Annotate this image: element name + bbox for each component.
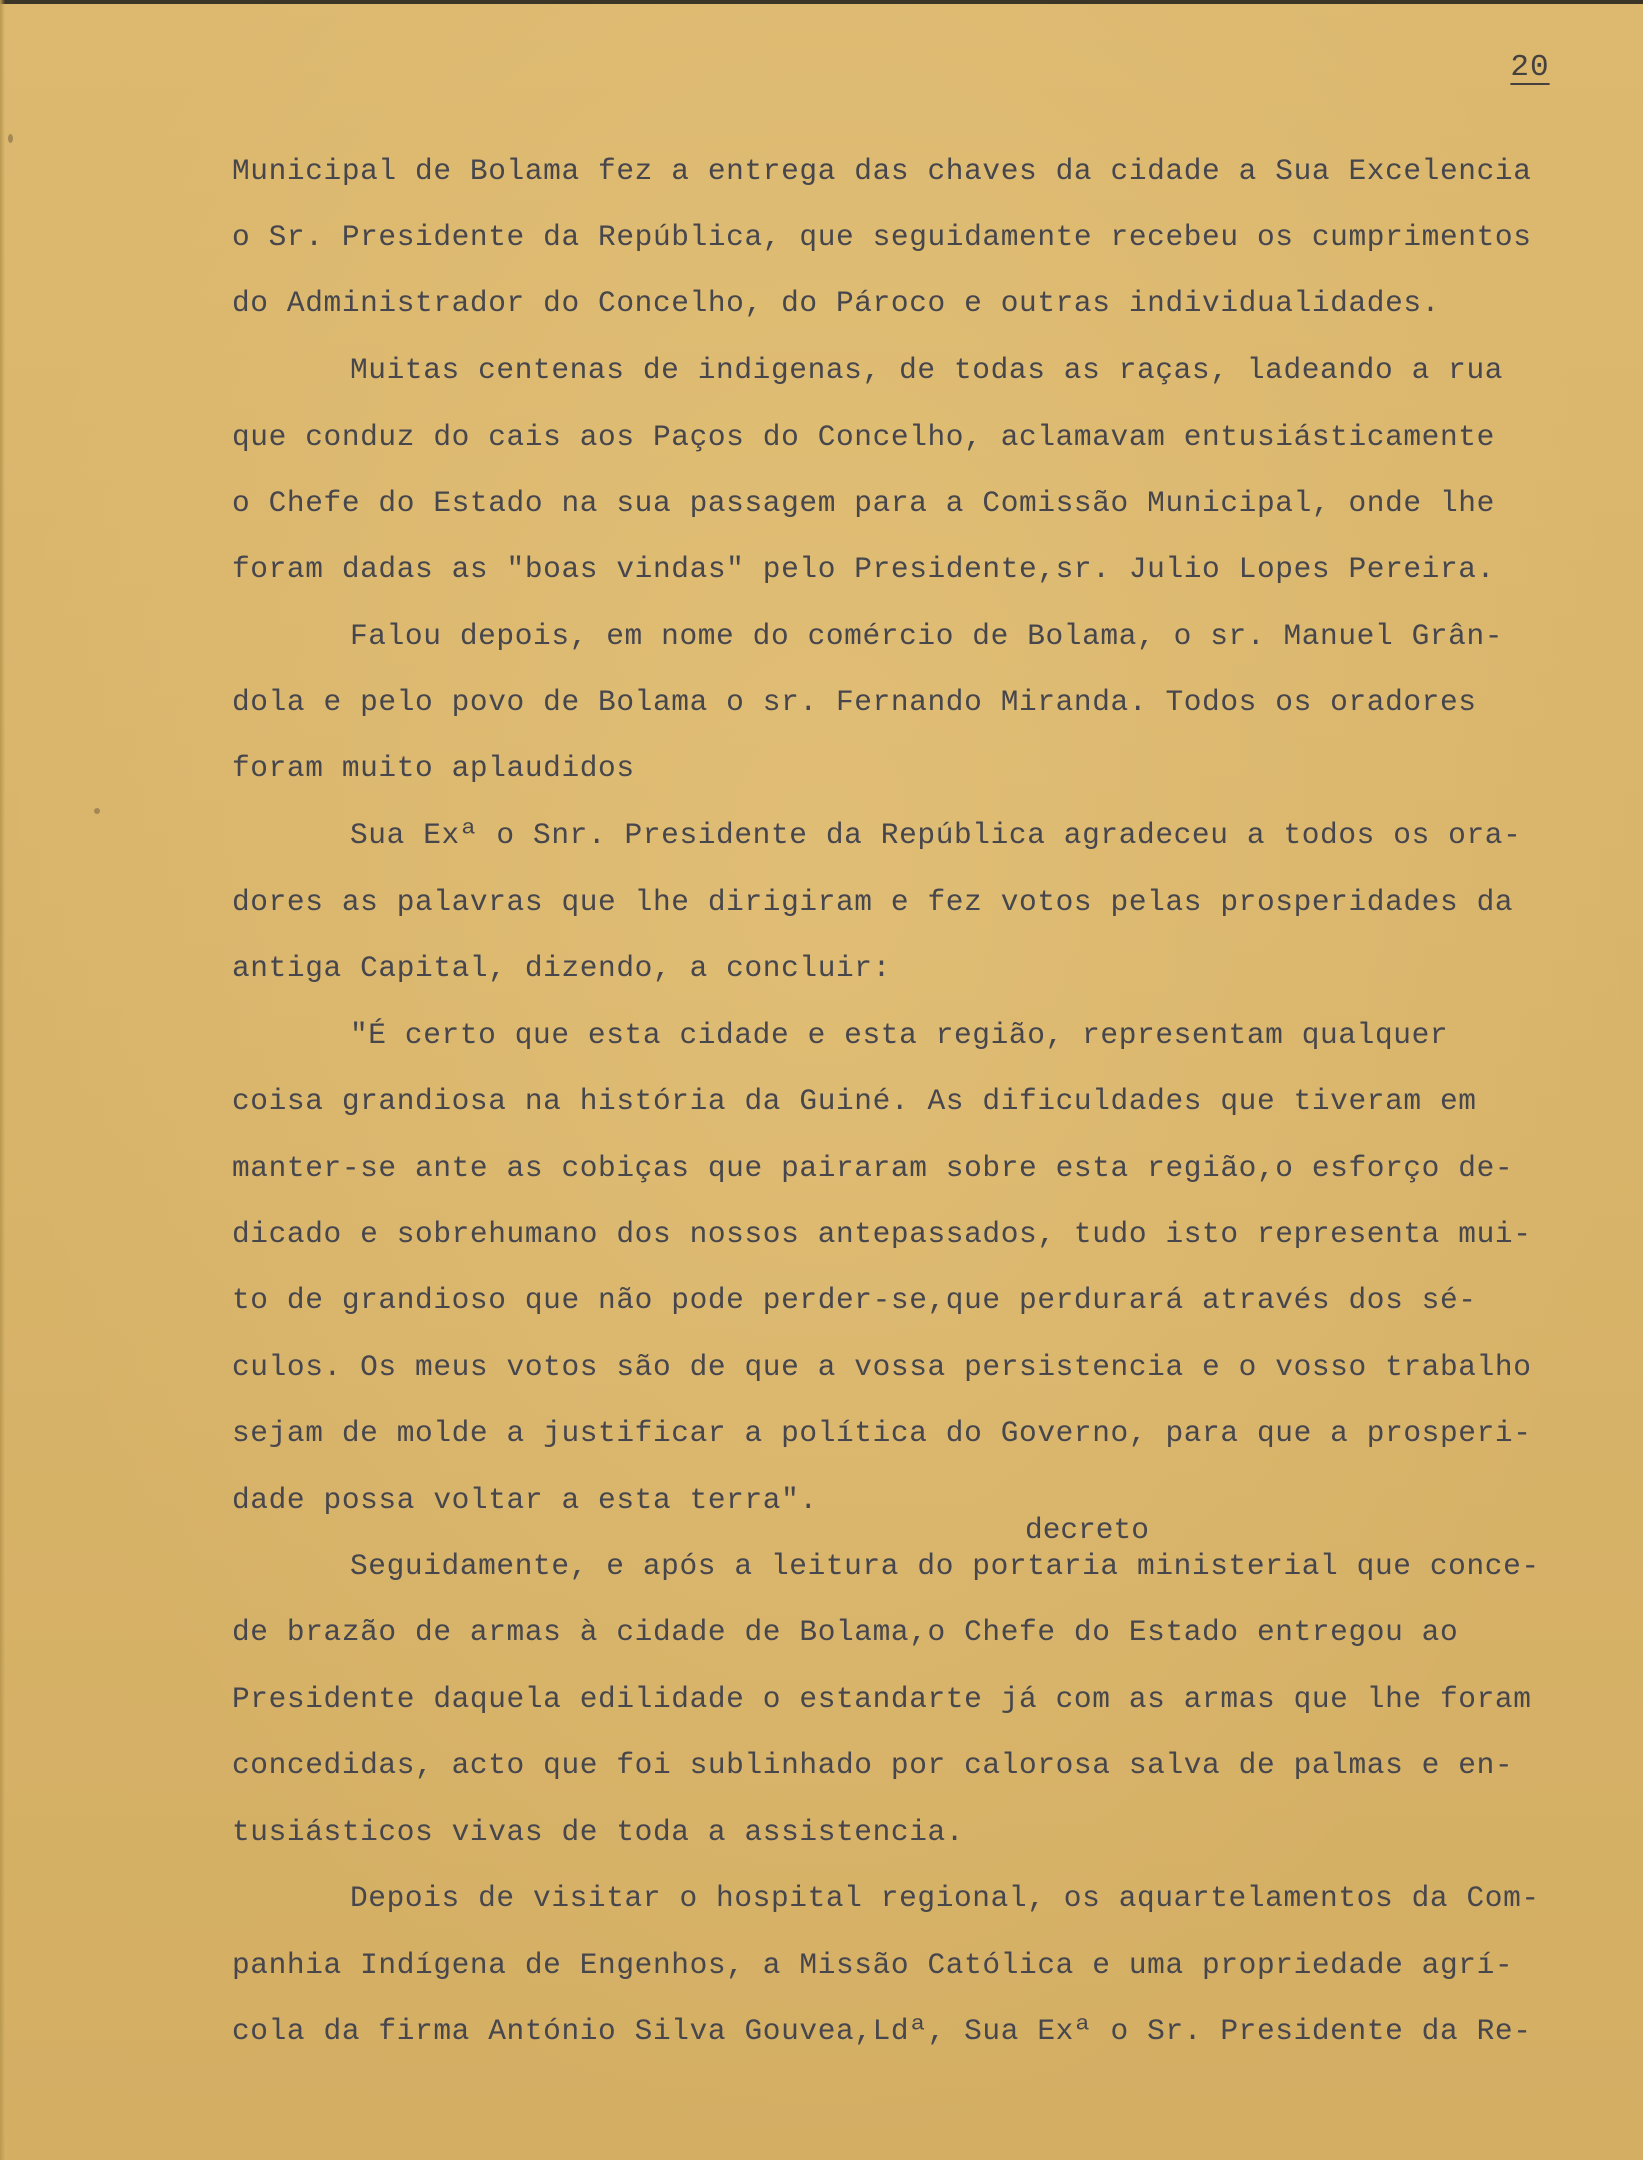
- text-line: panhia Indígena de Engenhos, a Missão Católica e uma propriedade agrí-: [232, 1948, 1514, 1982]
- text-line: Seguidamente, e após a leitura do portaria ministerial que conce-: [350, 1549, 1540, 1583]
- text-line: o Sr. Presidente da República, que seguidamente recebeu os cumprimentos: [232, 220, 1532, 254]
- text-line: dola e pelo povo de Bolama o sr. Fernando Miranda. Todos os oradores: [232, 685, 1477, 719]
- scan-top-edge: [0, 0, 1643, 4]
- text-line: sejam de molde a justificar a política do Governo, para que a prosperi-: [232, 1416, 1532, 1450]
- page-number: 20: [1510, 50, 1550, 85]
- text-line: dores as palavras que lhe dirigiram e fez votos pelas prosperidades da: [232, 885, 1514, 919]
- text-line: antiga Capital, dizendo, a concluir:: [232, 951, 891, 985]
- text-line: Municipal de Bolama fez a entrega das chaves da cidade a Sua Excelencia: [232, 154, 1532, 188]
- text-line: Depois de visitar o hospital regional, os aquartelamentos da Com-: [350, 1881, 1540, 1915]
- text-line: dade possa voltar a esta terra".: [232, 1483, 818, 1517]
- text-line: foram muito aplaudidos: [232, 751, 635, 785]
- text-line: foram dadas as "boas vindas" pelo Presidente,sr. Julio Lopes Pereira.: [232, 552, 1495, 586]
- text-line: concedidas, acto que foi sublinhado por calorosa salva de palmas e en-: [232, 1748, 1514, 1782]
- text-line: culos. Os meus votos são de que a vossa persistencia e o vosso trabalho: [232, 1350, 1532, 1384]
- text-line: dicado e sobrehumano dos nossos antepassados, tudo isto representa mui-: [232, 1217, 1532, 1251]
- paper-speck: [8, 134, 13, 143]
- text-line: do Administrador do Concelho, do Pároco e outras individualidades.: [232, 286, 1440, 320]
- text-line: "É certo que esta cidade e esta região, representam qualquer: [350, 1018, 1449, 1052]
- text-line: to de grandioso que não pode perder-se,que perdurará através dos sé-: [232, 1283, 1477, 1317]
- text-line: cola da firma António Silva Gouvea,Ldª, Sua Exª o Sr. Presidente da Re-: [232, 2014, 1532, 2048]
- text-line: tusiásticos vivas de toda a assistencia.: [232, 1815, 965, 1849]
- text-line: Falou depois, em nome do comércio de Bolama, o sr. Manuel Grân-: [350, 619, 1504, 653]
- scan-left-edge: [0, 0, 5, 2160]
- handwritten-insertion: decreto: [1025, 1513, 1149, 1547]
- text-line: manter-se ante as cobiças que pairaram sobre esta região,o esforço de-: [232, 1151, 1514, 1185]
- text-line: de brazão de armas à cidade de Bolama,o Chefe do Estado entregou ao: [232, 1615, 1459, 1649]
- text-line: coisa grandiosa na história da Guiné. As dificuldades que tiveram em: [232, 1084, 1477, 1118]
- text-line: Presidente daquela edilidade o estandarte já com as armas que lhe foram: [232, 1682, 1532, 1716]
- paper-speck: [94, 808, 100, 814]
- text-line: que conduz do cais aos Paços do Concelho, aclamavam entusiásticamente: [232, 420, 1495, 454]
- text-line: o Chefe do Estado na sua passagem para a Comissão Municipal, onde lhe: [232, 486, 1495, 520]
- text-line: Muitas centenas de indigenas, de todas as raças, ladeando a rua: [350, 353, 1504, 387]
- text-line: Sua Exª o Snr. Presidente da República agradeceu a todos os ora-: [350, 818, 1522, 852]
